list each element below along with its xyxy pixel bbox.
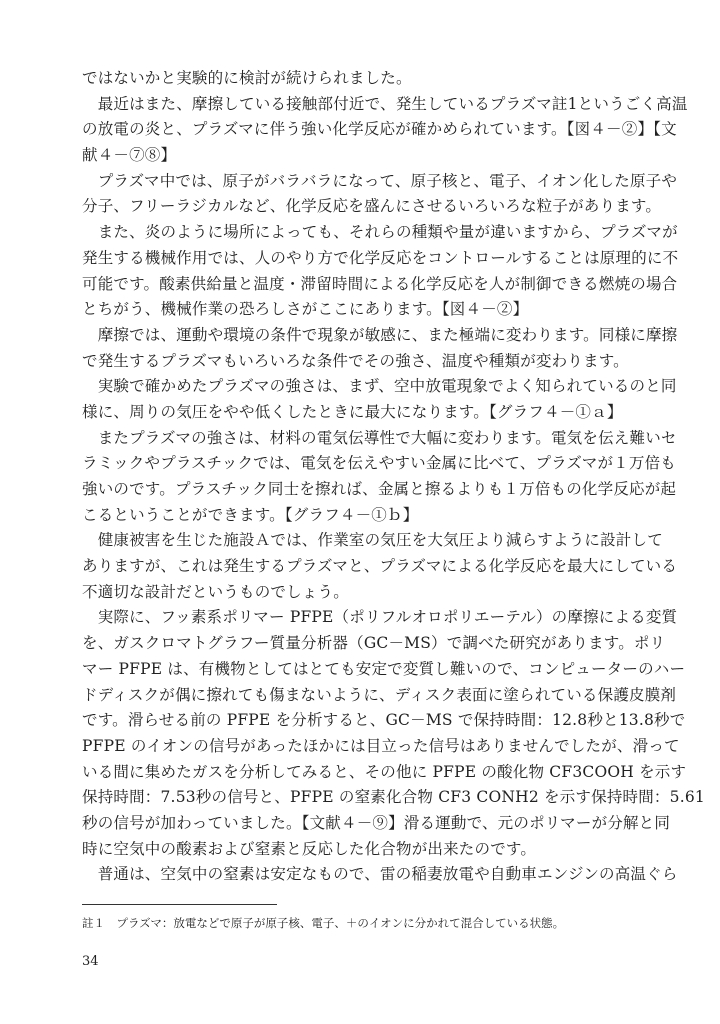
footnote: 註１ プラズマ：放電などで原子が原子核、電子、＋のイオンに分かれて混合している状態。 [82,916,565,930]
text-line: またプラズマの強さは、材料の電気伝導性で大幅に変わります。電気を伝え難いセ [82,428,677,447]
text-line: ではないかと実験的に検討が続けられました。 [82,69,412,87]
text-line: PFPE のイオンの信号があったほかには目立った信号はありませんでしたが、滑って [82,736,680,755]
text-line: 可能です。酸素供給量と温度・滞留時間による化学反応を人が制御できる燃焼の場合 [82,274,678,293]
text-line: 保持時間：7.53秒の信号と、PFPE の窒素化合物 CF3 CONH2 を示す保持時間：5.61 [82,788,705,807]
text-line: ドディスクが偶に擦れても傷まないように、ディスク表面に塗られている保護皮膜剤 [82,685,677,704]
page-number: 34 [82,954,99,969]
text-line: で発生するプラズマもいろいろな条件でその強さ、温度や種類が変わります。 [82,351,629,370]
text-line: 献４－⑦⑧】 [82,146,177,165]
text-line: 発生する機械作用では、人のやり方で化学反応をコントロールすることは原理的に不 [82,248,679,267]
text-line: 秒の信号が加わっていました。【文献４－⑨】滑る運動で、元のポリマーが分解と同 [82,813,671,832]
text-line: です。滑らせる前の PFPE を分析すると、GC－MS で保持時間：12.8秒と13.8秒で [82,711,686,730]
footnote-divider [82,904,277,905]
text-line: 様に、周りの気圧をやや低くしたときに最大になります。【グラフ４－①ａ】 [82,402,623,421]
text-line: とちがう、機械作業の恐ろしさがここにあります。【図４－②】 [82,300,529,319]
text-line: 普通は、空気中の窒素は安定なもので、雷の稲妻放電や自動車エンジンの高温ぐら [82,865,678,884]
text-line: を、ガスクロマトグラフー質量分析器（GC－MS）で調べた研究があります。ポリ [82,634,666,653]
text-line: 摩擦では、運動や環境の条件で現象が敏感に、また極端に変わります。同様に摩擦 [82,325,678,344]
text-line: ラミックやプラスチックでは、電気を伝えやすい金属に比べて、プラズマが１万倍も [82,454,676,473]
text-line: また、炎のように場所によっても、それらの種類や量が違いますから、プラズマが [82,223,678,242]
body-text [82,66,705,888]
text-line: 最近はまた、摩擦している接触部付近で、発生しているプラズマ註1というごく高温 [82,94,688,113]
text-line: 実験で確かめたプラズマの強さは、まず、空中放電現象でよく知られているのと同 [82,377,677,396]
text-line: 分子、フリーラジカルなど、化学反応を盛んにさせるいろいろな粒子があります。 [82,197,662,216]
text-line: の放電の炎と、プラズマに伴う強い化学反応が確かめられています。【図４－②】【文 [82,120,677,139]
text-line: マー PFPE は、有機物としてはとても安定で変質し難いので、コンピューターのハー [82,659,686,678]
text-line: 時に空気中の酸素および窒素と反応した化合物が出来たのです。 [82,839,537,858]
text-line: こるということができます。【グラフ４－①ｂ】 [82,505,419,524]
text-line: 強いのです。プラスチック同士を擦れば、金属と擦るよりも１万倍もの化学反応が起 [82,480,677,498]
text-line: ありますが、これは発生するプラズマと、プラズマによる化学反応を最大にしている [82,557,678,576]
text-line: プラズマ中では、原子がバラバラになって、原子核と、電子、イオン化した原子や [82,171,678,190]
text-line: 実際に、フッ素系ポリマー PFPE（ポリフルオロポリエーテル）の摩擦による変質 [82,608,678,627]
text-line: いる間に集めたガスを分析してみると、その他に PFPE の酸化物 CF3COOH を示す [82,762,687,781]
text-line: 不適切な設計だというものでしょう。 [82,582,349,601]
text-line: 健康被害を生じた施設Ａでは、作業室の気圧を大気圧より減らすように設計して [82,531,663,550]
